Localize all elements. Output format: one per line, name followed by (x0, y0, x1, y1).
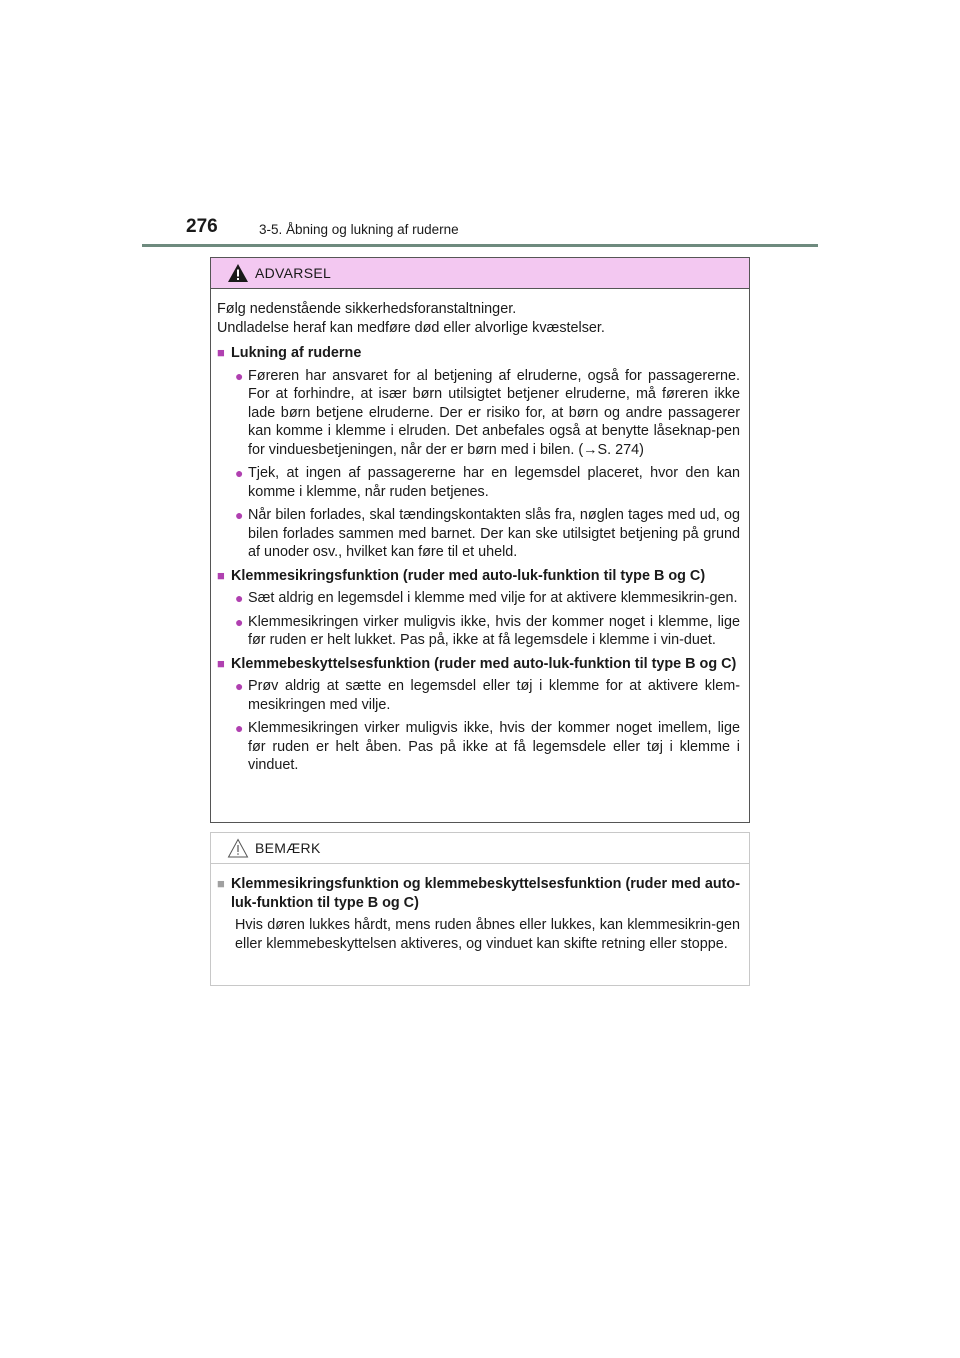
list-item: ● Tjek, at ingen af passagererne har en legemsdel placeret, hvor den kan komme i klemme, når ruden betjenes. (235, 465, 740, 500)
notice-heading: ■ Klemmesikringsfunktion og klemmebeskyttelsesfunktion (ruder med auto-luk-funktion til type B og C) (217, 876, 740, 911)
warning-body (211, 289, 749, 775)
circle-bullet-icon: ● (235, 678, 244, 694)
square-bullet-icon: ■ (217, 567, 225, 583)
circle-bullet-icon: ● (235, 613, 244, 630)
notice-box (210, 832, 750, 986)
section-heading: ■ Klemmebeskyttelsesfunktion (ruder med auto-luk-funktion til type B og C) (217, 655, 737, 672)
list-item: ● Prøv aldrig at sætte en legemsdel eller tøj i klemme for at aktivere klem-mesikringen med vilje. (235, 678, 740, 713)
notice-text: Hvis døren lukkes hårdt, mens ruden åbnes eller lukkes, kan klemmesikrin-gen eller klemmebeskyttelsen aktiveres, og vinduet kan skifte retning eller stoppe. (235, 917, 740, 952)
circle-bullet-icon: ● (235, 507, 244, 523)
caution-triangle-icon (227, 838, 249, 858)
intro-line: Følg nedenstående sikkerhedsforanstaltninger. (217, 301, 517, 317)
warning-box-header (211, 258, 749, 289)
square-bullet-icon: ■ (217, 655, 225, 671)
notice-title: BEMÆRK (255, 840, 321, 856)
square-bullet-icon: ■ (217, 345, 225, 360)
intro-line: Undladelse heraf kan medføre død eller alvorlige kvæstelser. (217, 319, 605, 336)
warning-title: ADVARSEL (255, 265, 332, 281)
circle-bullet-icon: ● (235, 465, 244, 481)
header-rule (142, 244, 818, 247)
list-item: ● Når bilen forlades, skal tændingskontakten slås fra, nøglen tages med ud, og bilen forlades sammen med barnet. Der kan ske utilsigtet betjening på grund af unoder osv., hvilket kan føre til et uheld. (235, 507, 740, 560)
list-item: ● Sæt aldrig en legemsdel i klemme med vilje for at aktivere klemmesikrin-gen. (235, 590, 738, 606)
page-number: 276 (186, 216, 218, 237)
list-item: ● Føreren har ansvaret for al betjening af elruderne, også for passagererne. For at forhindre, at især børn utilsigtet betjener elruderne, må føreren ikke lade børn betjene elruderne. Der er risiko for, at børn og andre passagerer kan komme i klemme i elruden. Det anbefales også at benytte låseknap-pen for vinduesbetjeningen, når der er børn med i bilen. (→S. 274) (235, 367, 740, 458)
warning-triangle-icon (227, 263, 249, 283)
circle-bullet-icon: ● (235, 720, 244, 736)
section-heading: ■ Klemmesikringsfunktion (ruder med auto-luk-funktion til type B og C) (217, 567, 706, 584)
list-item: ● Klemmesikringen virker muligvis ikke, hvis der kommer noget i klemme, lige før ruden er helt lukket. Pas på, ikke at få legemsdele i klemme i vin-duet. (235, 613, 740, 648)
warning-intro (217, 300, 740, 337)
warning-box (210, 257, 750, 823)
list-item: ● Klemmesikringen virker muligvis ikke, hvis der kommer noget imellem, lige før ruden er helt åben. Pas på ikke at få legemsdele eller tøj i klemme i vinduet. (235, 720, 740, 773)
notice-box-header (211, 833, 749, 864)
notice-body (211, 864, 749, 953)
circle-bullet-icon: ● (235, 367, 244, 384)
section-title: 3-5. Åbning og lukning af ruderne (259, 222, 459, 237)
circle-bullet-icon: ● (235, 590, 244, 606)
section-heading: ■ Lukning af ruderne (217, 345, 362, 361)
square-bullet-icon: ■ (217, 876, 225, 891)
